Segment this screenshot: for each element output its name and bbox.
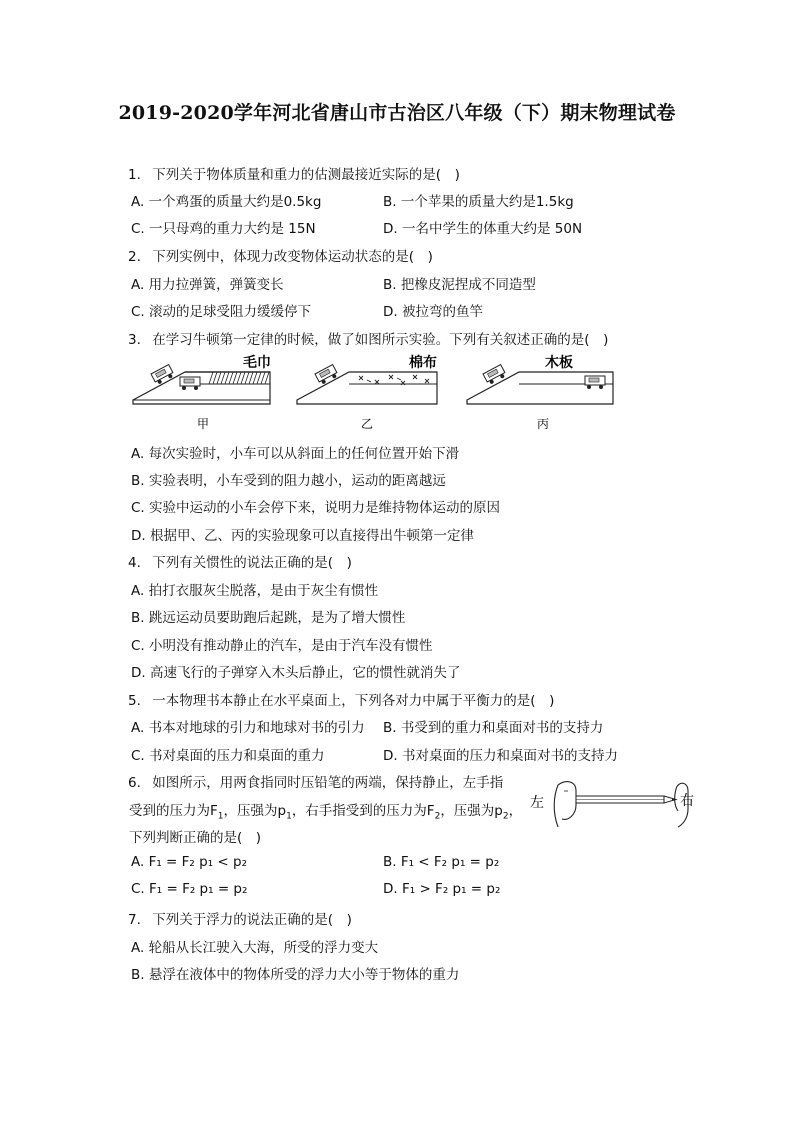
figure-label-b: 乙 [361, 417, 374, 431]
option-a: A. 用力拉弹簧，弹簧变长 [131, 277, 284, 293]
question-number: 3. [128, 332, 141, 348]
option-c: C. 滚动的足球受阻力缓缓停下 [131, 304, 312, 320]
option-c: C. 实验中运动的小车会停下来，说明力是维持物体运动的原因 [131, 500, 501, 516]
option-b: B. 实验表明，小车受到的阻力越小，运动的距离越远 [131, 473, 446, 489]
question-stem: 一本物理书本静止在水平桌面上，下列各对力中属于平衡力的是( ) [152, 693, 555, 709]
option-c: C. 书对桌面的压力和桌面的重力 [131, 748, 325, 764]
option-a: A. 拍打衣服灰尘脱落，是由于灰尘有惯性 [131, 583, 379, 599]
question-stem-line2: 受到的压力为$F_1$，压强为$p_1$，右手指受到的压力为$F_2$，压强为$p_2$， [129, 803, 523, 822]
option-d: D. 高速飞行的子弹穿入木头后静止，它的惯性就消失了 [131, 665, 461, 681]
towel-label: 毛巾 [243, 355, 271, 371]
question-5 [128, 689, 554, 709]
stem-part: ，右手指受到的压力为F [291, 803, 435, 819]
board-label: 木板 [545, 355, 573, 371]
option-a: A. 每次实验时，小车可以从斜面上的任何位置开始下滑 [131, 446, 460, 462]
pencil-fingers-figure [528, 775, 698, 835]
option-b: B. 书受到的重力和桌面对书的支持力 [383, 720, 604, 736]
question-stem: 下列实例中，体现力改变物体运动状态的是( ) [152, 249, 433, 265]
option-b: B. 悬浮在液体中的物体所受的浮力大小等于物体的重力 [131, 967, 460, 983]
option-d: D. 一名中学生的体重大约是 50N [383, 221, 583, 237]
stem-part: 受到的压力为F [129, 803, 218, 819]
option-c: C. F₁ = F₂ p₁ = p₂ [131, 881, 248, 897]
question-6 [128, 771, 503, 791]
option-c: C. 小明没有推动静止的汽车，是由于汽车没有惯性 [131, 638, 433, 654]
cotton-label: 棉布 [409, 355, 437, 371]
question-number: 4. [128, 555, 141, 571]
stem-part: ，压强为p [223, 803, 287, 819]
option-d: D. 根据甲、乙、丙的实验现象可以直接得出牛顿第一定律 [131, 528, 474, 544]
question-2 [128, 245, 433, 265]
question-3 [128, 328, 608, 348]
option-a: A. 书本对地球的引力和地球对书的引力 [131, 720, 365, 736]
left-label: 左 [530, 795, 544, 811]
option-d: D. F₁ > F₂ p₁ = p₂ [383, 881, 501, 897]
option-c: C. 一只母鸡的重力大约是 15N [131, 221, 316, 237]
setup-towel [133, 354, 271, 404]
stem-part: ， [508, 803, 523, 819]
option-d: D. 被拉弯的鱼竿 [383, 304, 483, 320]
option-a: A. 一个鸡蛋的质量大约是0.5kg [131, 194, 322, 210]
figure-label-c: 丙 [537, 417, 550, 431]
question-stem: 下列关于浮力的说法正确的是( ) [152, 912, 352, 928]
option-b: B. 把橡皮泥捏成不同造型 [383, 277, 536, 293]
newton-experiment-figure [125, 350, 625, 434]
question-number: 7. [128, 912, 141, 928]
question-stem-line1: 如图所示，用两食指同时压铅笔的两端，保持静止，左手指 [152, 775, 504, 791]
question-1 [128, 163, 460, 183]
question-stem: 下列有关惯性的说法正确的是( ) [152, 555, 352, 571]
stem-part: ，压强为p [440, 803, 503, 819]
question-stem-line3: 下列判断正确的是( ) [129, 830, 262, 846]
question-4 [128, 551, 352, 571]
option-b: B. 跳远运动员要助跑后起跳，是为了增大惯性 [131, 610, 406, 626]
right-label: 右 [680, 793, 694, 809]
question-stem: 下列关于物体质量和重力的估测最接近实际的是( ) [152, 167, 460, 183]
setup-cotton [297, 354, 437, 404]
option-d: D. 书对桌面的压力和桌面对书的支持力 [383, 748, 618, 764]
page-title: 2019-2020学年河北省唐山市古治区八年级（下）期末物理试卷 [118, 102, 676, 124]
figure-label-a: 甲 [197, 417, 210, 431]
question-7 [128, 908, 352, 928]
option-a: A. 轮船从长江驶入大海，所受的浮力变大 [131, 940, 379, 956]
question-stem: 在学习牛顿第一定律的时候，做了如图所示实验。下列有关叙述正确的是( ) [152, 332, 609, 348]
question-number: 2. [128, 249, 141, 265]
question-number: 5. [128, 693, 141, 709]
question-number: 6. [128, 775, 141, 791]
option-a: A. F₁ = F₂ p₁ < p₂ [131, 854, 247, 870]
setup-board [467, 354, 613, 404]
option-b: B. F₁ < F₂ p₁ = p₂ [383, 854, 500, 870]
question-number: 1. [128, 167, 141, 183]
option-b: B. 一个苹果的质量大约是1.5kg [383, 194, 574, 210]
